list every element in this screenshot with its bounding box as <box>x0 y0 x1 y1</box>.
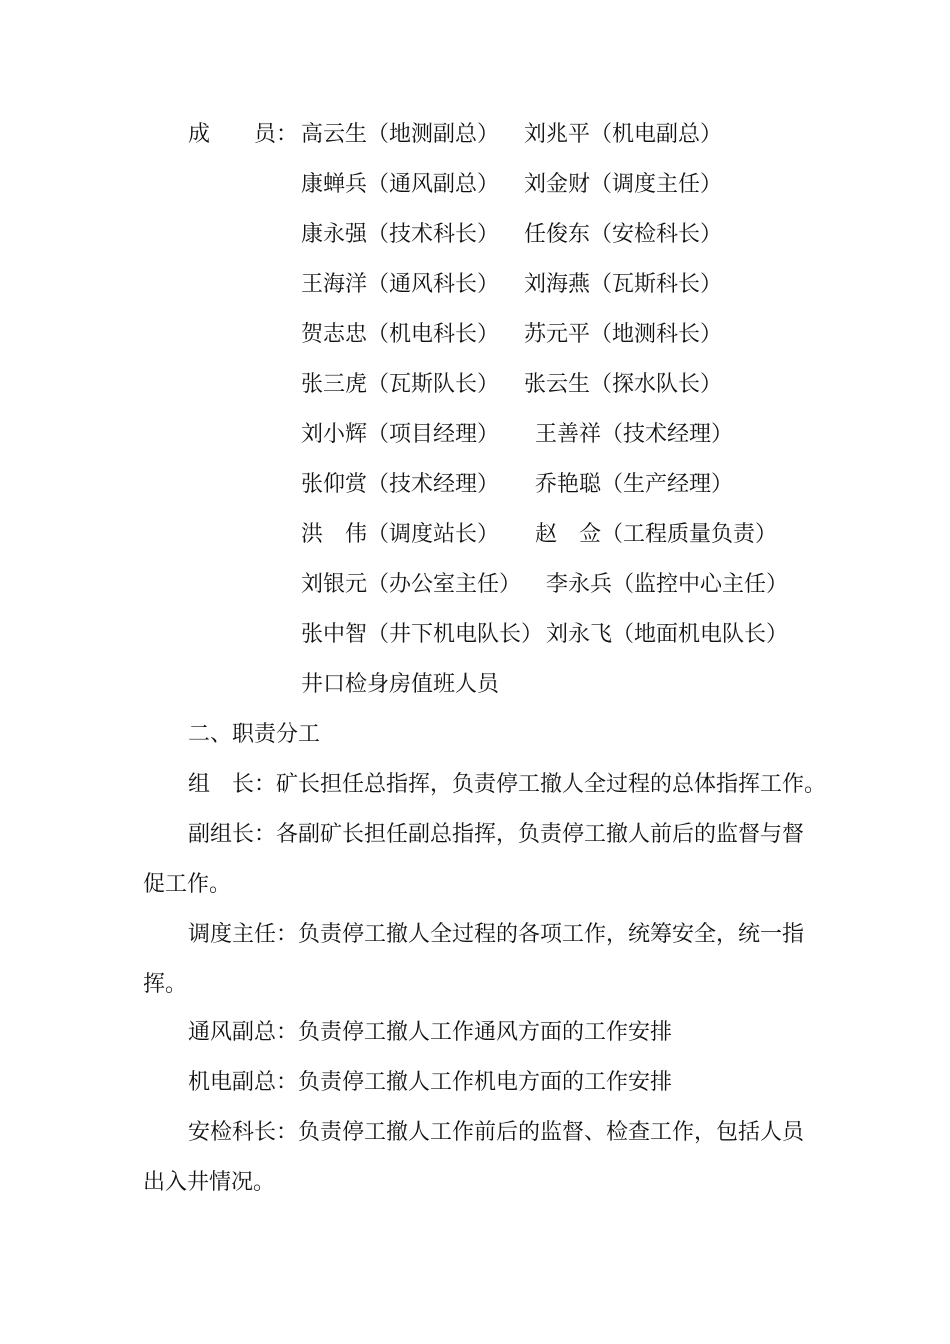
member-last: 井口检身房值班人员 <box>301 672 500 697</box>
member-name: 贺志忠（机电科长） <box>301 322 500 347</box>
duty-paragraph-cont: 促工作。 <box>143 872 232 897</box>
duty-paragraph: 副组长：各副矿长担任副总指挥，负责停工撤人前后的监督与督 <box>188 822 805 847</box>
duty-paragraph: 调度主任：负责停工撤人全过程的各项工作，统筹安全，统一指 <box>188 922 805 947</box>
duty-paragraph: 通风副总：负责停工撤人工作通风方面的工作安排 <box>188 1020 673 1045</box>
duty-paragraph: 组 长：矿长担任总指挥，负责停工撤人全过程的总体指挥工作。 <box>188 772 827 797</box>
member-name: 康永强（技术科长） <box>301 222 500 247</box>
member-name: 高云生（地测副总） <box>301 122 500 147</box>
member-name: 康蝉兵（通风副总） <box>301 172 500 197</box>
member-name: 张三虎（瓦斯队长） <box>301 372 500 397</box>
duty-paragraph-cont: 挥。 <box>143 972 188 997</box>
duty-paragraph-cont: 出入井情况。 <box>143 1170 276 1195</box>
member-name: 任俊东（安检科长） <box>524 222 723 247</box>
member-name: 洪 伟（调度站长） <box>301 522 500 547</box>
member-name: 刘永飞（地面机电队长） <box>546 622 789 647</box>
member-name: 乔艳聪（生产经理） <box>535 472 734 497</box>
members-label: 成 员： <box>188 122 299 147</box>
member-name: 王善祥（技术经理） <box>535 422 734 447</box>
member-name: 刘银元（办公室主任） <box>301 572 522 597</box>
member-name: 刘小辉（项目经理） <box>301 422 500 447</box>
member-name: 张仰赏（技术经理） <box>301 472 500 497</box>
member-name: 张中智（井下机电队长） <box>301 622 544 647</box>
section-heading: 二、职责分工 <box>188 722 321 747</box>
member-name: 张云生（探水队长） <box>524 372 723 397</box>
member-name: 刘金财（调度主任） <box>524 172 723 197</box>
member-name: 刘兆平（机电副总） <box>524 122 723 147</box>
member-name: 苏元平（地测科长） <box>524 322 723 347</box>
duty-paragraph: 机电副总：负责停工撤人工作机电方面的工作安排 <box>188 1070 673 1095</box>
member-name: 赵 佥（工程质量负责） <box>535 522 778 547</box>
member-name: 李永兵（监控中心主任） <box>546 572 789 597</box>
member-name: 王海洋（通风科长） <box>301 272 500 297</box>
member-name: 刘海燕（瓦斯科长） <box>524 272 723 297</box>
duty-paragraph: 安检科长：负责停工撤人工作前后的监督、检查工作，包括人员 <box>188 1120 805 1145</box>
